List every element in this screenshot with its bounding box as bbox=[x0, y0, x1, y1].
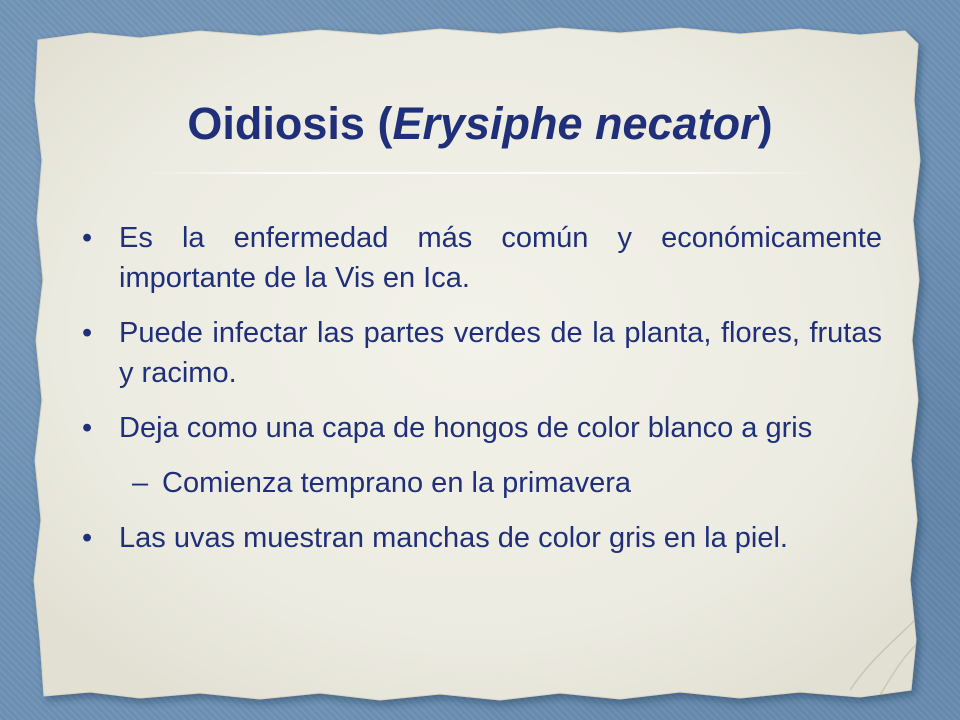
bullet-item bbox=[82, 218, 882, 298]
slide-title bbox=[60, 94, 900, 154]
title-scientific-name: Erysiphe necator bbox=[392, 98, 758, 149]
bullet-item bbox=[82, 408, 882, 448]
bullet-text: Es la enfermedad más común y económicamente importante de la Vis en Ica. bbox=[119, 222, 882, 294]
sub-bullet-text: Comienza temprano en la primavera bbox=[162, 467, 632, 499]
sub-bullet-item bbox=[82, 463, 882, 503]
title-main-text: Oidiosis ( bbox=[187, 98, 393, 149]
title-close-paren: ) bbox=[757, 98, 773, 149]
bullet-marker: • bbox=[82, 317, 93, 349]
bullet-marker: • bbox=[82, 222, 93, 254]
bullet-text: Deja como una capa de hongos de color blanco a gris bbox=[119, 412, 813, 444]
bullet-text: Puede infectar las partes verdes de la planta, flores, frutas y racimo. bbox=[119, 317, 882, 389]
bullet-list bbox=[82, 218, 882, 573]
bullet-text: Las uvas muestran manchas de color gris en la piel. bbox=[119, 522, 788, 554]
bullet-marker: • bbox=[82, 412, 93, 444]
sub-bullet-marker: – bbox=[132, 467, 149, 499]
bullet-item bbox=[82, 518, 882, 558]
title-divider bbox=[140, 172, 820, 174]
bullet-item bbox=[82, 313, 882, 393]
bullet-marker: • bbox=[82, 522, 93, 554]
